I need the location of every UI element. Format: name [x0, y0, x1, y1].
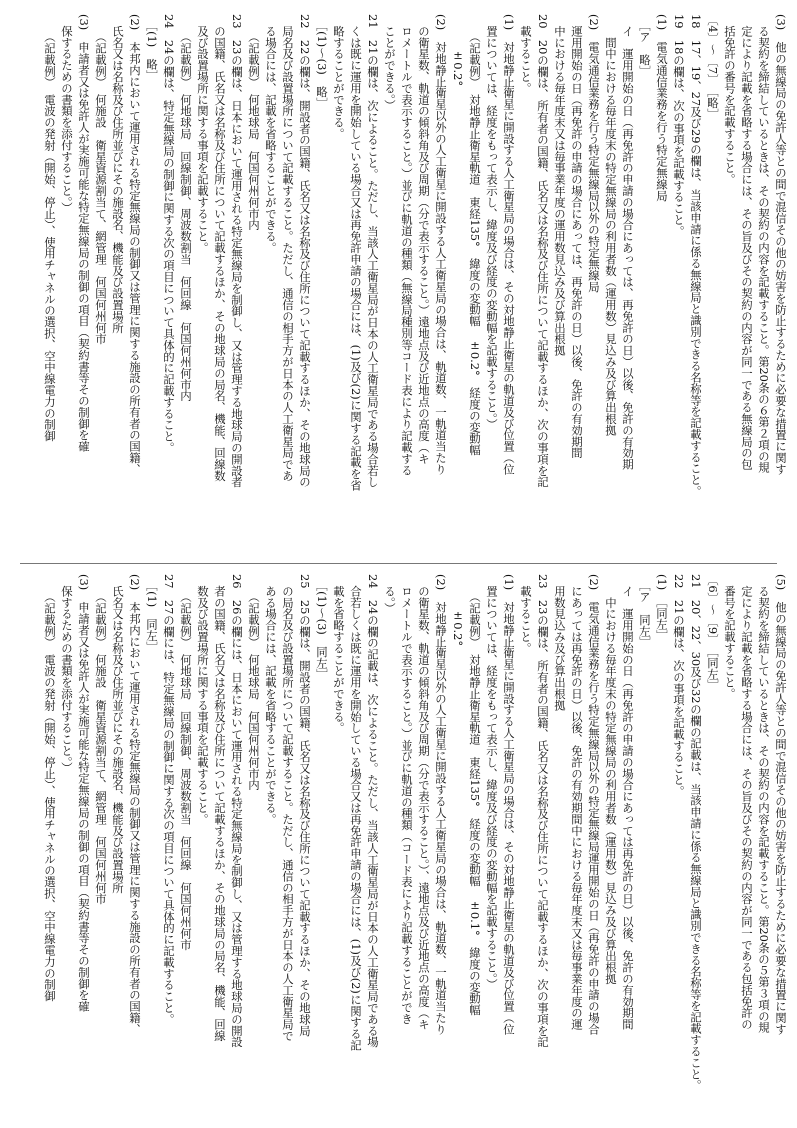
text-line: 23 23の欄は、所有者の国籍、氏名又は名称及び住所について記載するほか、次の事項を記 [536, 574, 550, 1048]
text-line: (3) 申請者又は免許人が実施可能な特定無線局の制御の項目（契約書等その制御を確 [77, 574, 91, 1012]
text-line: （記載例） 何地球局 何国何州何市内 [247, 14, 261, 231]
text-line: (2) 本邦内において運用される特定無線局の制御又は管理に関する施設の所有者の国籍、 [128, 14, 142, 475]
text-line: 置については、経度をもって表示し、緯度及び経度の変動幅を記載すること。） [485, 14, 499, 431]
text-line: ある場合には、記載を省略することができる。 [264, 574, 278, 825]
text-line: 26 26の欄には、日本において運用される特定無線局を制御し、又は管理する地球局の開設 [230, 574, 244, 1048]
text-line: 括免許の番号を記載すること。 [723, 14, 737, 185]
text-line: (1) 対地静止衛星に開設する人工衛星局の場合は、その対地静止衛星の軌道及び位置（位 [502, 14, 516, 475]
text-line: ロメートルで表示すること。）並びに軌道の種類（コード表により記載することができ [400, 574, 414, 1025]
text-line: 者の国籍、氏名又は名称及び住所について記載するほか、その地球局の局名、機能、回線 [213, 574, 227, 1042]
text-line: 及び設置場所に関する事項を記載すること。 [196, 14, 210, 254]
text-line: 氏名又は名称及び住所並びにその施設名、機能及び設置場所 [111, 574, 125, 894]
text-line: 略することができる。 [332, 14, 346, 140]
text-line: の衛星数、軌道の傾斜角及び周期（分で表示すること。）、遠地点及び近地点の高度（キ [417, 574, 431, 1030]
upper-text-block [0, 14, 797, 554]
text-line: (1) 対地静止衛星に開設する人工衛星局の場合は、その対地静止衛星の軌道及び位置（位 [502, 574, 516, 1035]
text-line: 〔4〕～〔7〕 ［略］ [706, 14, 720, 120]
text-line: ［ア 同左］ [638, 574, 652, 649]
text-line: (5) 他の無線局の免許人等との間で混信その他の妨害を防止するために必要な措置に関す [774, 574, 788, 1035]
text-line: 25 25の欄は、開設者の国籍、氏名又は名称及び住所について記載するほか、その地球局 [298, 574, 312, 1037]
text-line: イ 運用開始の日（再免許の申請の場合にあっては、再免許の日）以後、免許の有効期 [621, 14, 635, 470]
text-line: 22 21の欄は、次の事項を記載すること。 [672, 574, 686, 797]
text-line: 24 24の欄の記載は、次によること。ただし、当該人工衛星局が日本の人工衛星局である場 [366, 574, 380, 1048]
text-line: (2) 電気通信業務を行う特定無線局以外の特定無線局 [587, 14, 601, 293]
text-line: （記載例） 何施設 衛星資源割当て、網管理 何国何州何市 [94, 574, 108, 905]
text-line: 20 20の欄は、所有者の国籍、氏名又は名称及び住所について記載するほか、次の事項を記 [536, 14, 550, 488]
text-line: 番号を記載すること。 [723, 574, 737, 700]
section-divider [20, 563, 777, 564]
text-line: ［(1) 同左］ [145, 574, 159, 653]
text-line: 24 24の欄は、特定無線局の制御に関する次の項目について具体的に記載すること。 [162, 14, 176, 454]
text-line: 21 20、22、30及び32の欄の記載は、当該申請に係る無線局と識別できる名称等を記載すること。 [689, 574, 703, 1092]
text-line: の衛星数、軌道の傾斜角及び周期（分で表示すること。）遠地点及び近地点の高度（キ [417, 14, 431, 465]
text-line: の局名及び設置場所について記載すること。ただし、通信の相手方が日本の人工衛星局で [281, 574, 295, 1042]
text-line: ロメートルで表示すること。）並びに軌道の種類（無線局種別等コード表により記載する [400, 14, 414, 476]
text-line: る場合には、記載を省略することができる。 [264, 14, 278, 254]
text-line: 21 21の欄は、次によること。ただし、当該人工衛星局が日本の人工衛星局である場合若し [366, 14, 380, 488]
text-line: る。） [383, 574, 397, 614]
text-line: る契約を締結しているときは、その契約の内容を記載すること。第20条の６第２項の規 [757, 14, 771, 474]
text-line: 〔6〕～〔9〕 ［同左］ [706, 574, 720, 692]
text-line: (2) 電気通信業務を行う特定無線局以外の特定無線局運用開始の日（再免許の申請の場合 [587, 574, 601, 1035]
text-line: 局名及び設置場所について記載すること。ただし、通信の相手方が日本の人工衛星局であ [281, 14, 295, 482]
text-line: 合若しくは既に運用を開始している場合又は再免許申請の場合には、(1)及び(2)に関する記 [349, 574, 363, 1051]
text-line: （記載例） 電波の発射（開始、停止）、使用チャネルの選択、空中線電力の制御 [43, 14, 57, 442]
text-line: る契約を締結しているときは、その契約の内容を記載すること。第20条の５第３項の規 [757, 574, 771, 1034]
upper-vertical-column [8, 14, 789, 554]
text-line: 保するための書類を添付すること。） [60, 14, 74, 214]
lower-vertical-column [8, 574, 789, 1114]
text-line: 数及び設置場所に関する事項を記載すること。 [196, 574, 210, 825]
text-line: 氏名又は名称及び住所並びにその施設名、機能及び設置場所 [111, 14, 125, 334]
text-line: ±0.2° [451, 574, 465, 647]
text-line: 22 22の欄は、開設者の国籍、氏名又は名称及び住所について記載するほか、その地球局の [298, 14, 312, 488]
lower-text-block [0, 574, 797, 1114]
text-line: （記載例） 電波の発射（開始、停止）、使用チャネルの選択、空中線電力の制御 [43, 574, 57, 1002]
text-line: （記載例） 対地静止衛星軌道 東経135° 経度の変動幅 ±0.1° 緯度の変動幅 [468, 574, 482, 1016]
text-line: (1) ［同左］ [655, 574, 669, 642]
text-line: （記載例） 何地球局 何国何州何市内 [247, 574, 261, 791]
text-line: 保するための書類を添付すること。） [60, 574, 74, 774]
text-line: ことができる。） [383, 14, 397, 111]
text-line: 19 18の欄は、次の事項を記載すること。 [672, 14, 686, 237]
text-line: ［ア 略］ [638, 14, 652, 77]
text-line: 定により記載を省略する場合には、その旨及びその契約の内容が同一である包括免許の [740, 574, 754, 1030]
text-line: ［(1)～(3) 略］ [315, 14, 329, 109]
text-line: 運用開始の日（再免許の申請の場合にあっては、再免許の日）以後、免許の有効期間 [570, 14, 584, 459]
text-line: (2) 本邦内において運用される特定無線局の制御又は管理に関する施設の所有者の国籍、 [128, 574, 142, 1035]
text-line: (3) 他の無線局の免許人等との間で混信その他の妨害を防止するために必要な措置に関す [774, 14, 788, 475]
text-line: ±0.2° [451, 14, 465, 87]
text-line: （記載例） 何施設 衛星資源割当て、網管理 何国何州何市 [94, 14, 108, 345]
text-line: 置については、経度をもって表示し、緯度及び経度の変動幅を記載すること。） [485, 574, 499, 991]
text-line: （記載例） 何地球局 回線制御、周波数割当 何回線 何国何州何市 [179, 574, 193, 951]
text-line: (2) 対地静止衛星以外の人工衛星に開設する人工衛星局の場合は、軌道数、一軌道当たり [434, 14, 448, 475]
text-line: 27 27の欄には、特定無線局の制御に関する次の項目について具体的に記載すること。 [162, 574, 176, 1025]
text-line: 定により記載を省略する場合には、その旨及びその契約の内容が同一である無線局の包 [740, 14, 754, 470]
text-line: (1) 電気通信業務を行う特定無線局 [655, 14, 669, 202]
text-line: イ 運用開始の日（再免許の申請の場合にあっては再免許の日）以後、免許の有効期間 [621, 574, 635, 1030]
text-line: ［(1)～(3) 同左］ [315, 574, 329, 681]
text-line: 載すること。 [519, 574, 533, 654]
text-line: ［(1) 略］ [145, 14, 159, 82]
text-line: 18 17、19、27及び29の欄は、当該申請に係る無線局と識別できる名称等を記載すること。 [689, 14, 703, 497]
text-line: 載を省略することができる。 [332, 574, 346, 734]
text-line: くは既に運用を開始している場合又は再免許申請の場合には、(1)及び(2)に関する記載を省 [349, 14, 363, 491]
text-line: 中における毎年度末又は毎事業年度の運用数見込み及び算出根拠 [553, 14, 567, 356]
text-line: 載すること。 [519, 14, 533, 94]
text-line: の国籍、氏名又は名称及び住所について記載するほか、その地球局の局名、機能、回線数 [213, 14, 227, 482]
text-line: 中における毎年度末の特定無線局の利用者数（運用数）見込み及び算出根拠 [604, 574, 618, 985]
text-line: (2) 対地静止衛星以外の人工衛星に開設する人工衛星局の場合は、軌道数、一軌道当たり [434, 574, 448, 1035]
text-line: (3) 申請者又は免許人が実施可能な特定無線局の制御の項目（契約書等その制御を確 [77, 14, 91, 452]
text-line: （記載例） 何地球局 回線制御、周波数割当 何回線 何国何州何市内 [179, 14, 193, 402]
text-line: にあっては再免許の日）以後、免許の有効期間中における毎年度末又は毎事業年度の運 [570, 574, 584, 1030]
text-line: （記載例） 対地静止衛星軌道 東経135° 緯度の変動幅 ±0.2° 経度の変動幅 [468, 14, 482, 456]
text-line: 23 23の欄は、日本において運用される特定無線局を制御し、又は管理する地球局の開設者 [230, 14, 244, 488]
text-line: 間中における毎年度末の特定無線局の利用者数（運用数）見込み及び算出根拠 [604, 14, 618, 436]
text-line: 用数見込み及び算出根拠 [553, 574, 567, 711]
